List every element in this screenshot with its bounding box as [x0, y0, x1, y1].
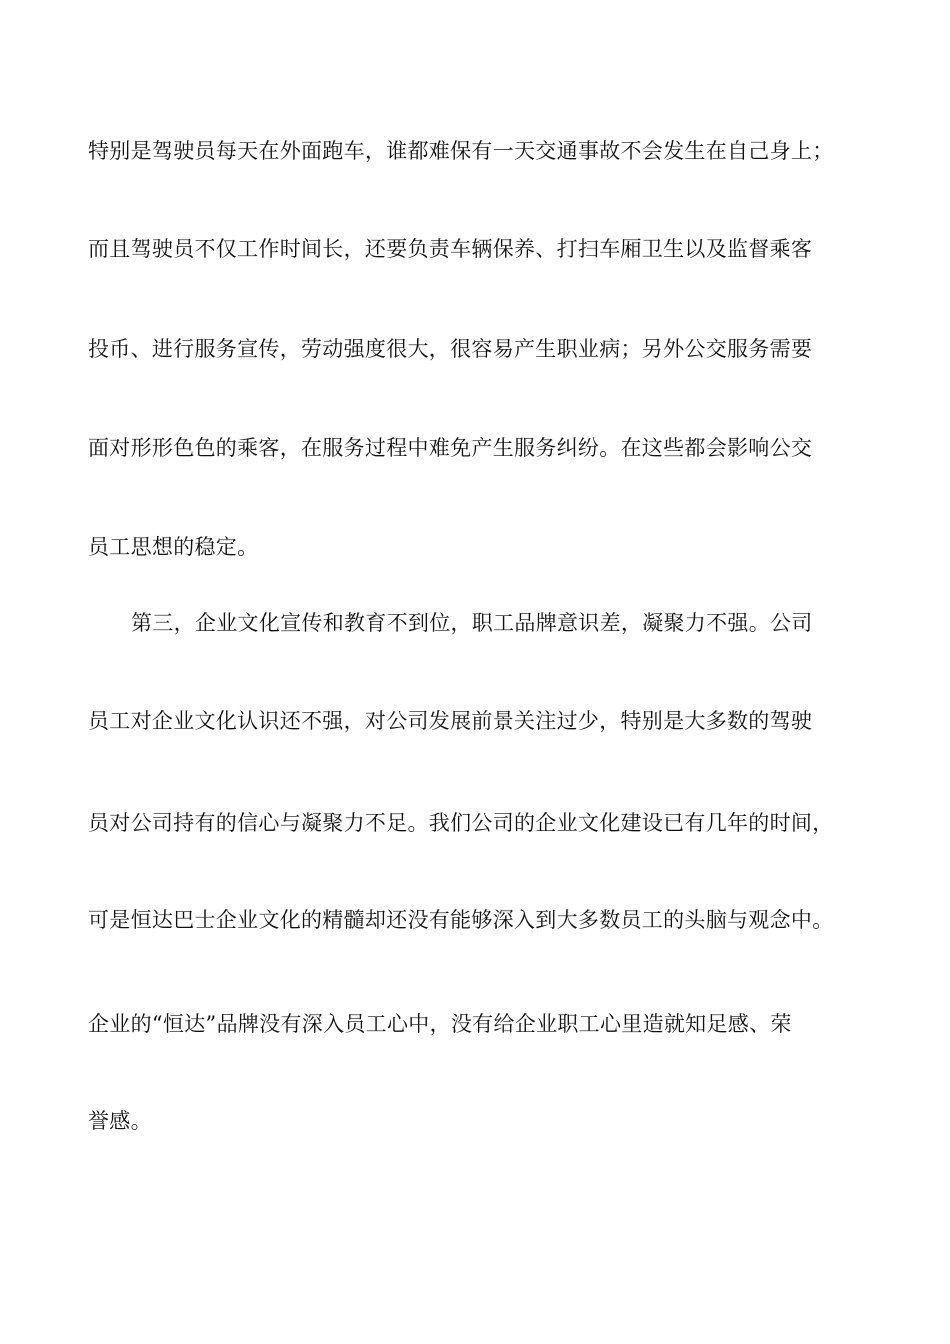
text-line: 投币、进行服务宣传，劳动强度很大，很容易产生职业病；另外公交服务需要	[88, 337, 813, 361]
paragraph-start-line: 第三，企业文化宣传和教育不到位，职工品牌意识差，凝聚力不强。公司	[131, 611, 813, 635]
text-line: 员工对企业文化认识还不强，对公司发展前景关注过少，特别是大多数的驾驶	[88, 709, 813, 733]
text-line: 而且驾驶员不仅工作时间长，还要负责车辆保养、打扫车厢卫生以及监督乘客	[88, 237, 813, 261]
text-line: 企业的“恒达”品牌没有深入员工心中，没有给企业职工心里造就知足感、荣	[88, 1012, 792, 1036]
text-line: 面对形形色色的乘客，在服务过程中难免产生服务纠纷。在这些都会影响公交	[88, 436, 813, 460]
text-line: 特别是驾驶员每天在外面跑车，谁都难保有一天交通事故不会发生在自己身上；	[88, 139, 834, 163]
text-line: 可是恒达巴士企业文化的精髓却还没有能够深入到大多数员工的头脑与观念中。	[88, 908, 834, 932]
text-line: 誉感。	[88, 1109, 152, 1133]
text-line: 员对公司持有的信心与凝聚力不足。我们公司的企业文化建设已有几年的时间，	[88, 811, 834, 835]
text-line: 员工思想的稳定。	[88, 535, 259, 559]
